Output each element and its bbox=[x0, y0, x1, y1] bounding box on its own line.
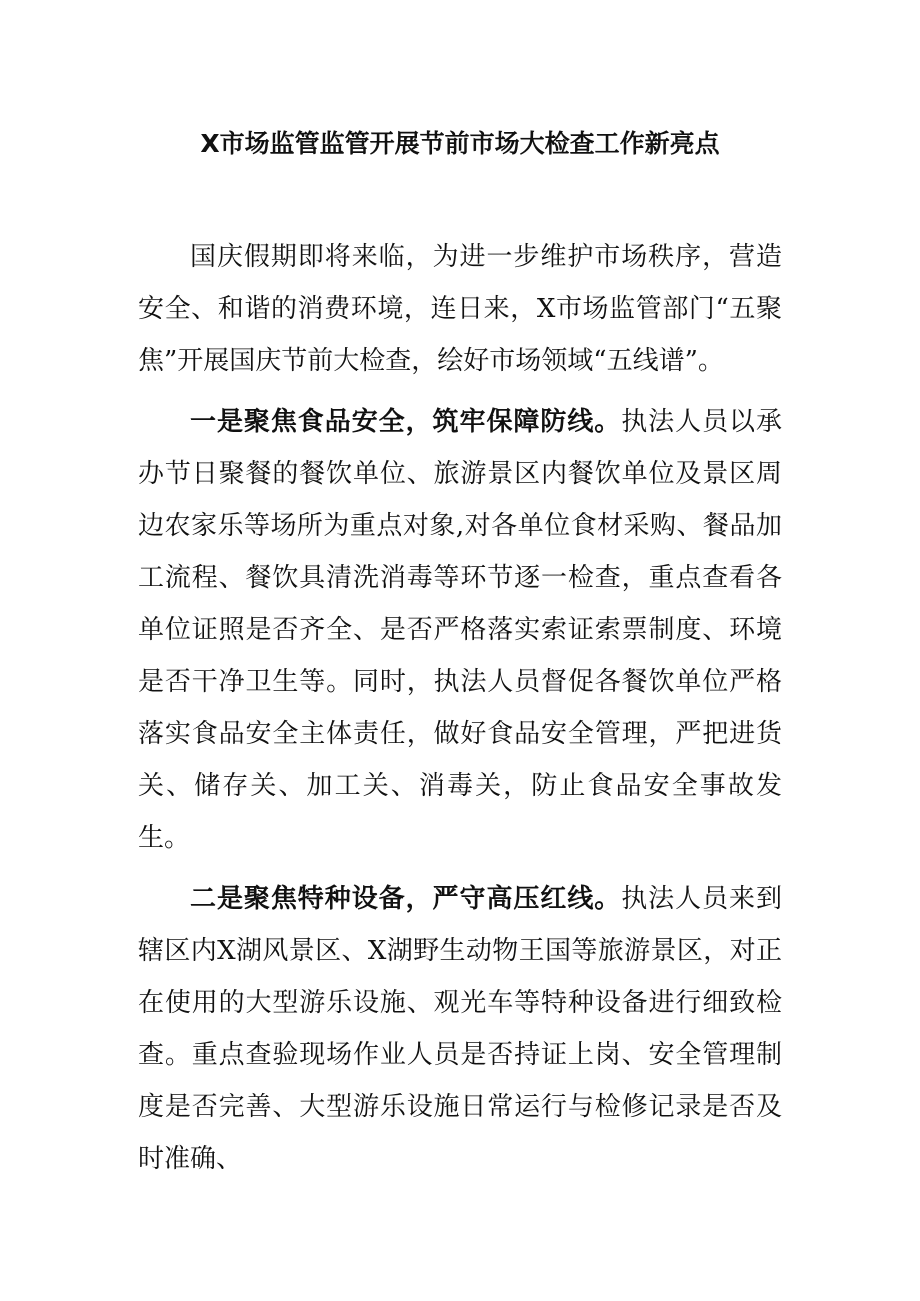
paragraph-text: 国庆假期即将来临，为进一步维护市场秩序，营造安全、和谐的消费环境，连日来，X市场监管部门“五聚焦”开展国庆节前大检查，绘好市场领域“五线谱”。 bbox=[138, 242, 782, 376]
food-safety-paragraph bbox=[138, 396, 782, 864]
paragraph-lead: 一是聚焦食品安全，筑牢保障防线。 bbox=[190, 407, 622, 437]
paragraph-text: 执法人员以承办节日聚餐的餐饮单位、旅游景区内餐饮单位及景区周边农家乐等场所为重点对象,对各单位食材采购、餐品加工流程、餐饮具清洗消毒等环节逐一检查，重点查看各单位证照是否齐全、是否严格落实索证索票制度、环境是否干净卫生等。同时，执法人员督促各餐饮单位严格落实食品安全主体责任，做好食品安全管理，严把进货关、储存关、加工关、消毒关，防止食品安全事故发生。 bbox=[138, 407, 782, 853]
document-title: X市场监管监管开展节前市场大检查工作新亮点 bbox=[200, 129, 720, 158]
special-equipment-paragraph bbox=[138, 873, 782, 1185]
paragraph-lead: 二是聚焦特种设备，严守高压红线。 bbox=[190, 884, 622, 914]
paragraph-text: 执法人员来到辖区内X湖风景区、X湖野生动物王国等旅游景区，对正在使用的大型游乐设施、观光车等特种设备进行细致检查。重点查验现场作业人员是否持证上岗、安全管理制度是否完善、大型游乐设施日常运行与检修记录是否及时准确、 bbox=[138, 884, 782, 1174]
intro-paragraph bbox=[138, 231, 782, 387]
document-body bbox=[138, 231, 782, 1185]
